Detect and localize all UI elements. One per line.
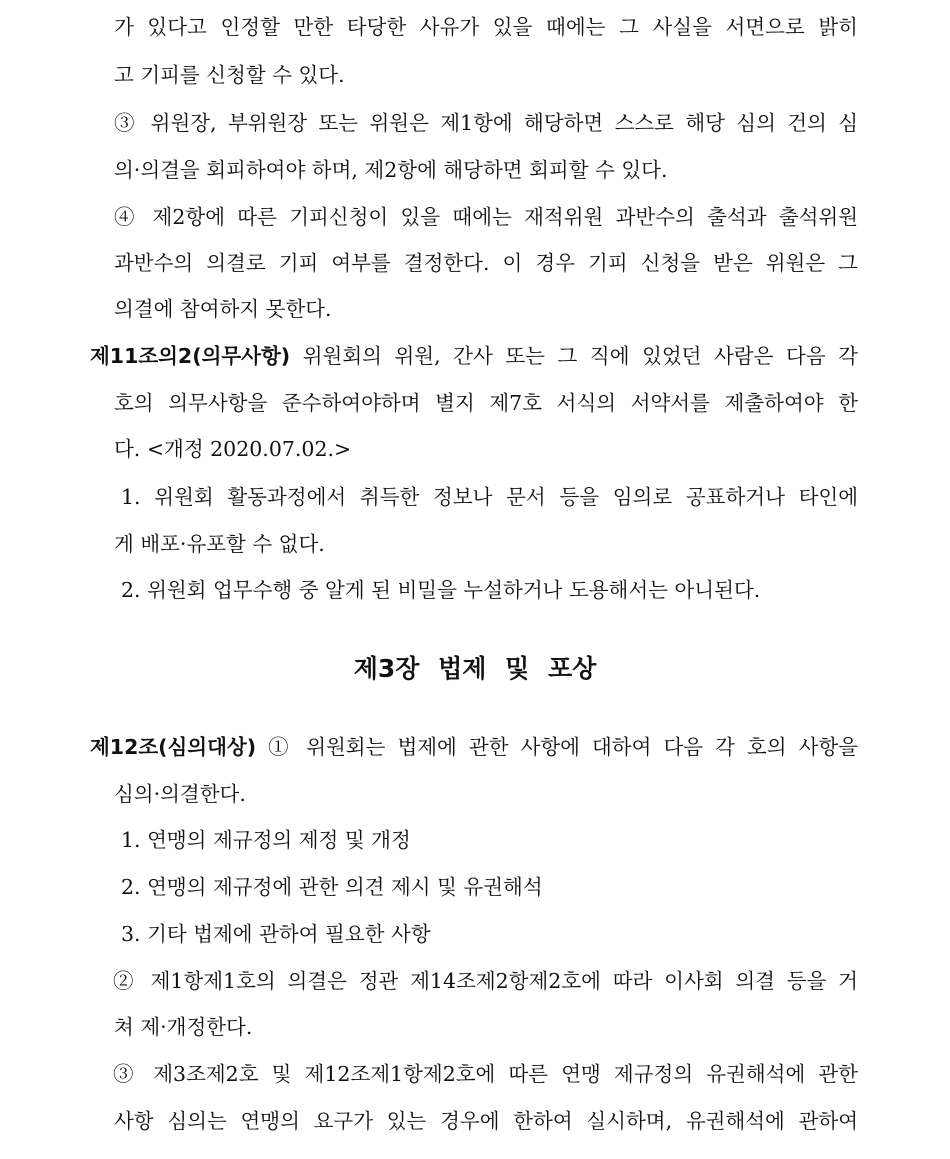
article-heading: 제11조의2(의무사항) (90, 344, 291, 368)
text-line: 의결에 참여하지 못한다. (114, 297, 332, 321)
list-item: 1. 위원회 활동과정에서 취득한 정보나 문서 등을 임의로 공표하거나 타인에 (121, 485, 858, 509)
paragraph-3-line: ③ 제3조제2호 및 제12조제1항제2호에 따른 연맹 제규정의 유권해석에 관한 (113, 1062, 858, 1086)
paragraph-4-line: ④ 제2항에 따른 기피신청이 있을 때에는 재적위원 과반수의 출석과 출석위원 (114, 205, 858, 229)
text-line: 사항 심의는 연맹의 요구가 있는 경우에 한하여 실시하며, 유권해석에 관하여 (114, 1109, 858, 1133)
article-heading: 제12조(심의대상) (90, 735, 257, 759)
text-line: 쳐 제·개정한다. (114, 1015, 253, 1039)
text-line: 가 있다고 인정할 만한 타당한 사유가 있을 때에는 그 사실을 서면으로 밝히 (114, 15, 858, 39)
text-line: 호의 의무사항을 준수하여야하며 별지 제7호 서식의 서약서를 제출하여야 한 (114, 391, 858, 415)
paragraph-3-line: ③ 위원장, 부위원장 또는 위원은 제1항에 해당하면 스스로 해당 심의 건의 심 (114, 111, 858, 135)
list-item: 2. 위원회 업무수행 중 알게 된 비밀을 누설하거나 도용해서는 아니된다. (121, 578, 761, 602)
list-item: 3. 기타 법제에 관하여 필요한 사항 (121, 922, 431, 946)
article-11-2-line: 제11조의2(의무사항) 위원회의 위원, 간사 또는 그 직에 있었던 사람은 다음 각 (90, 344, 858, 368)
text-line: 과반수의 의결로 기피 여부를 결정한다. 이 경우 기피 신청을 받은 위원은 그 (114, 251, 858, 275)
text-line: 심의·의결한다. (114, 782, 246, 806)
list-item: 1. 연맹의 제규정의 제정 및 개정 (121, 828, 411, 852)
text-line: 고 기피를 신청할 수 있다. (114, 63, 345, 87)
article-12-line: 제12조(심의대상) ① 위원회는 법제에 관한 사항에 대하여 다음 각 호의 사항을 (90, 735, 858, 759)
chapter-title: 제3장 법제 및 포상 (353, 654, 597, 683)
paragraph-2-line: ② 제1항제1호의 의결은 정관 제14조제2항제2호에 따라 이사회 의결 등을 거 (113, 969, 858, 993)
text-line: 의·의결을 회피하여야 하며, 제2항에 해당하면 회피할 수 있다. (114, 158, 668, 182)
list-item: 2. 연맹의 제규정에 관한 의견 제시 및 유권해석 (121, 875, 543, 899)
text-line: 다. <개정 2020.07.02.> (114, 437, 352, 461)
text-line: 게 배포·유포할 수 없다. (114, 532, 325, 556)
